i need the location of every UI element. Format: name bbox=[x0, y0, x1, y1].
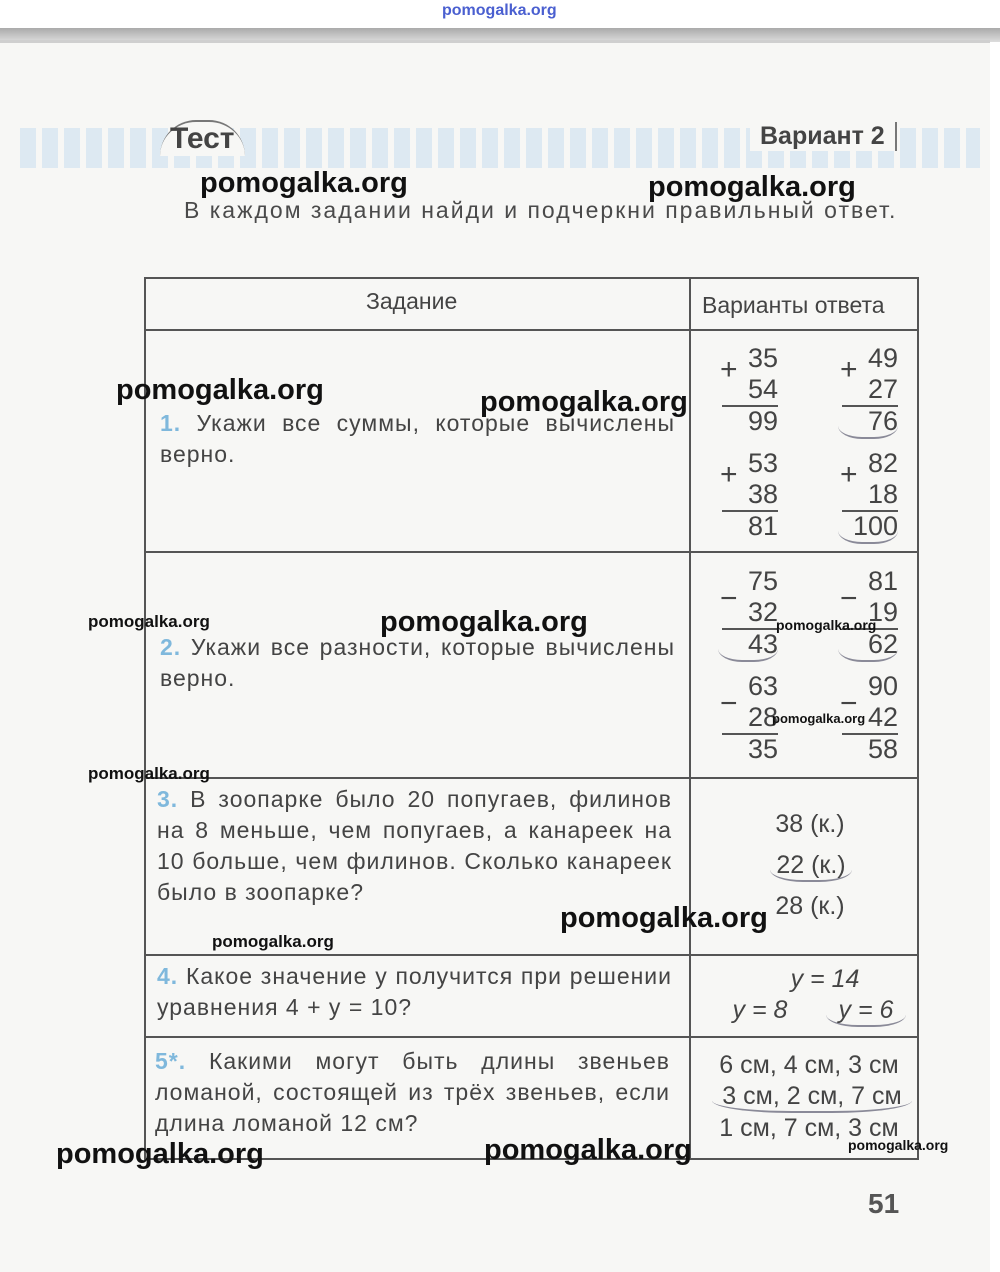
minus-sign: − bbox=[840, 582, 858, 615]
header-answers: Варианты ответа bbox=[702, 292, 885, 318]
column-problem bbox=[718, 343, 798, 443]
operand-b: 42 bbox=[867, 702, 898, 732]
operand-b: 27 bbox=[867, 374, 898, 404]
task-number: 4. bbox=[157, 963, 179, 989]
result[interactable]: 35 bbox=[747, 734, 778, 764]
column-problem bbox=[718, 566, 798, 666]
column-divider bbox=[689, 277, 691, 1158]
column-problem bbox=[838, 566, 918, 666]
operand-a: 81 bbox=[867, 566, 898, 596]
operand-a: 53 bbox=[747, 448, 778, 478]
operand-b: 54 bbox=[747, 374, 778, 404]
answer-option-underlined[interactable]: 3 см, 2 см, 7 см bbox=[712, 1082, 912, 1113]
task-number: 3. bbox=[157, 786, 179, 812]
instruction: В каждом задании найди и подчеркни правильный ответ. bbox=[184, 197, 898, 223]
task-3 bbox=[157, 784, 672, 908]
watermark: pomogalka.org bbox=[88, 764, 210, 783]
task-text: Какими могут быть длины звеньев ломаной, состоящей из трёх звеньев, если длина ломаной 12 см? bbox=[155, 1048, 671, 1136]
watermark: pomogalka.org bbox=[648, 171, 856, 203]
operand-a: 90 bbox=[867, 671, 898, 701]
task-4 bbox=[157, 961, 672, 1023]
answer-option[interactable]: y = 14 bbox=[790, 965, 860, 993]
result-underlined[interactable]: 62 bbox=[838, 629, 898, 662]
column-problem bbox=[838, 448, 918, 548]
task-text: Укажи все суммы, которые вычислены верно. bbox=[160, 410, 675, 467]
watermark: pomogalka.org bbox=[380, 606, 588, 638]
task-5 bbox=[155, 1046, 670, 1139]
row-divider bbox=[144, 777, 917, 779]
result[interactable]: 81 bbox=[747, 511, 778, 541]
answer-option[interactable]: 38 (к.) bbox=[775, 810, 845, 838]
minus-sign: − bbox=[720, 687, 738, 720]
watermark: pomogalka.org bbox=[484, 1134, 692, 1166]
minus-sign: − bbox=[840, 687, 858, 720]
operand-a: 63 bbox=[747, 671, 778, 701]
answer-option-underlined[interactable]: y = 6 bbox=[826, 996, 906, 1027]
row-divider bbox=[144, 1036, 917, 1038]
watermark: pomogalka.org bbox=[772, 711, 866, 726]
task-text: Укажи все разности, которые вычислены верно. bbox=[160, 634, 675, 691]
plus-sign: + bbox=[840, 353, 858, 386]
task-text: В зоопарке было 20 попугаев, филинов на 8 меньше, чем попугаев, а канареек на 10 больше, чем филинов. Сколько канареек было в зоопарке? bbox=[157, 786, 672, 905]
plus-sign: + bbox=[720, 458, 738, 491]
watermark: pomogalka.org bbox=[116, 374, 324, 406]
site-banner[interactable]: pomogalka.org bbox=[442, 2, 557, 19]
operand-a: 82 bbox=[867, 448, 898, 478]
task-2 bbox=[160, 632, 675, 694]
answer-option[interactable]: 28 (к.) bbox=[775, 892, 845, 920]
watermark: pomogalka.org bbox=[56, 1138, 264, 1170]
task-text: Какое значение y получится при решении уравнения 4 + y = 10? bbox=[157, 963, 673, 1020]
result[interactable]: 99 bbox=[747, 406, 778, 436]
answer-option[interactable]: 6 см, 4 см, 3 см bbox=[719, 1051, 899, 1079]
operand-b: 32 bbox=[747, 597, 778, 627]
answer-option[interactable]: 1 см, 7 см, 3 см bbox=[719, 1114, 899, 1142]
row-divider bbox=[144, 954, 917, 956]
watermark: pomogalka.org bbox=[200, 167, 408, 199]
row-divider bbox=[144, 551, 917, 553]
operand-b: 18 bbox=[867, 479, 898, 509]
watermark: pomogalka.org bbox=[212, 932, 334, 951]
operand-b: 28 bbox=[747, 702, 778, 732]
page-number: 51 bbox=[868, 1188, 900, 1219]
result[interactable]: 58 bbox=[867, 734, 898, 764]
row-divider bbox=[144, 329, 917, 331]
answer-option-underlined[interactable]: 22 (к.) bbox=[770, 851, 852, 882]
test-title: Тест bbox=[160, 120, 245, 156]
watermark: pomogalka.org bbox=[848, 1137, 949, 1153]
watermark: pomogalka.org bbox=[560, 902, 768, 934]
operand-b: 19 bbox=[867, 597, 898, 627]
task-number: 1. bbox=[160, 410, 182, 436]
operand-b: 38 bbox=[747, 479, 778, 509]
watermark: pomogalka.org bbox=[480, 386, 688, 418]
task-number: 2. bbox=[160, 634, 182, 660]
result-underlined[interactable]: 43 bbox=[718, 629, 778, 662]
answer-option[interactable]: y = 8 bbox=[732, 996, 788, 1024]
plus-sign: + bbox=[720, 353, 738, 386]
result-underlined[interactable]: 76 bbox=[838, 406, 898, 439]
watermark: pomogalka.org bbox=[88, 612, 210, 631]
result-underlined[interactable]: 100 bbox=[838, 511, 898, 544]
variant-label: Вариант 2 bbox=[750, 122, 897, 151]
header-task: Задание bbox=[366, 288, 458, 314]
minus-sign: − bbox=[720, 582, 738, 615]
operand-a: 35 bbox=[747, 343, 778, 373]
watermark: pomogalka.org bbox=[776, 617, 877, 633]
operand-a: 49 bbox=[867, 343, 898, 373]
plus-sign: + bbox=[840, 458, 858, 491]
operand-a: 75 bbox=[747, 566, 778, 596]
column-problem bbox=[718, 448, 798, 548]
column-problem bbox=[838, 343, 918, 443]
task-number: 5*. bbox=[155, 1048, 187, 1074]
